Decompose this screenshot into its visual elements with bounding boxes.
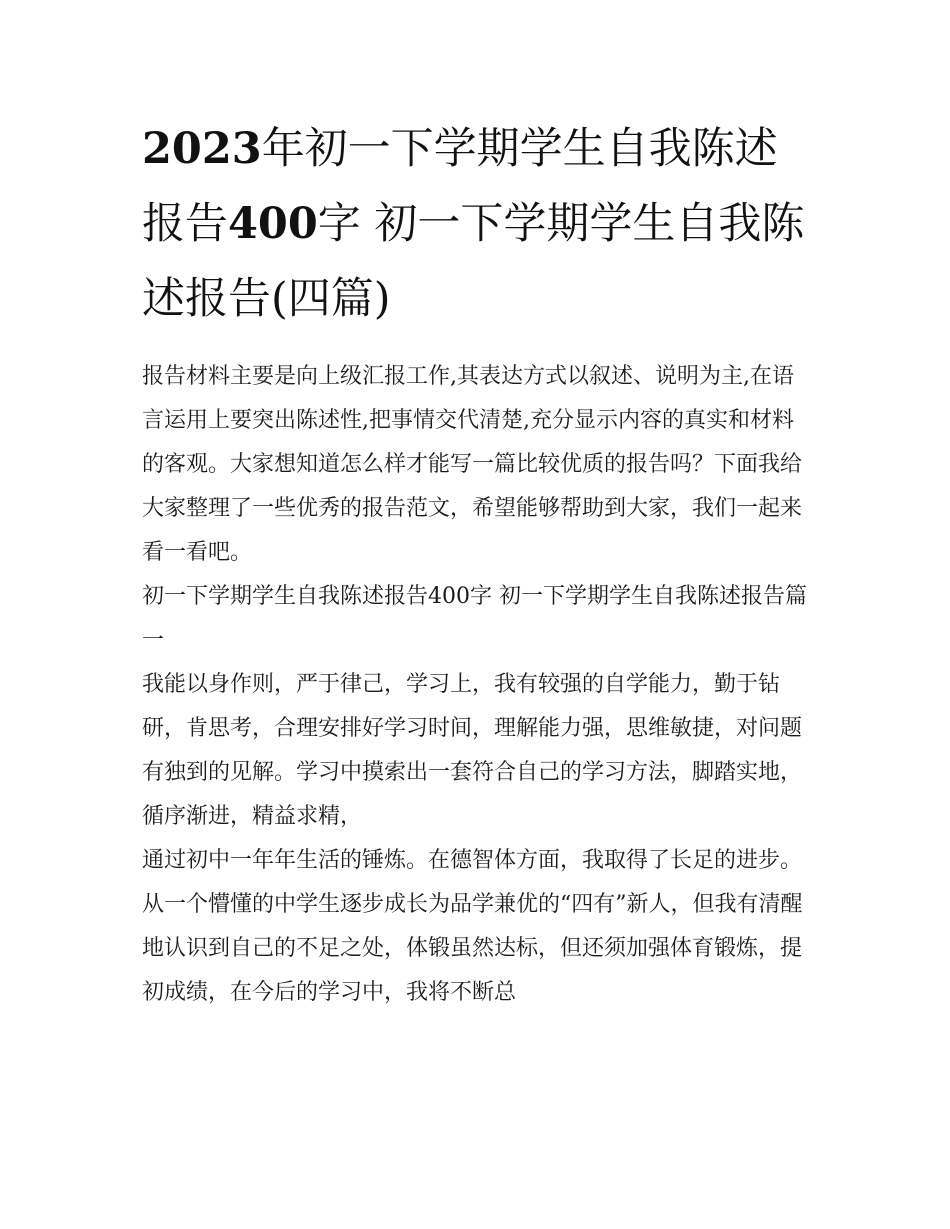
document-title [142, 112, 814, 337]
title-count: 400 [228, 199, 318, 249]
title-text-1: 年初一下学期学生自我陈述报告 [142, 124, 778, 249]
title-year: 2023 [142, 124, 262, 174]
section-heading: 初一下学期学生自我陈述报告400字 初一下学期学生自我陈述报告篇一 [142, 584, 807, 653]
document-page [142, 112, 814, 1015]
document-body [142, 355, 814, 1015]
body-paragraph: 通过初中一年年生活的锤炼。在德智体方面，我取得了长足的进步。从一个懵懂的中学生逐步成长为品学兼优的“四有”新人，但我有清醒地认识到自己的不足之处，体锻虽然达标，但还须加强体育锻炼，提初成绩，在今后的学习中，我将不断总 [142, 848, 803, 1005]
intro-paragraph: 报告材料主要是向上级汇报工作,其表达方式以叙述、说明为主,在语言运用上要突出陈述性,把事情交代清楚,充分显示内容的真实和材料的客观。大家想知道怎么样才能写一篇比较优质的报告吗？下面我给大家整理了一些优秀的报告范文，希望能够帮助到大家，我们一起来看一看吧。 [142, 364, 803, 565]
title-text-2: 字 初一下学期学生自我陈述报告(四篇) [142, 199, 805, 324]
body-paragraph: 我能以身作则，严于律己，学习上，我有较强的自学能力，勤于钻研，肯思考，合理安排好学习时间，理解能力强，思维敏捷，对问题有独到的见解。学习中摸索出一套符合自己的学习方法，脚踏实地，循序渐进，精益求精， [142, 672, 803, 829]
